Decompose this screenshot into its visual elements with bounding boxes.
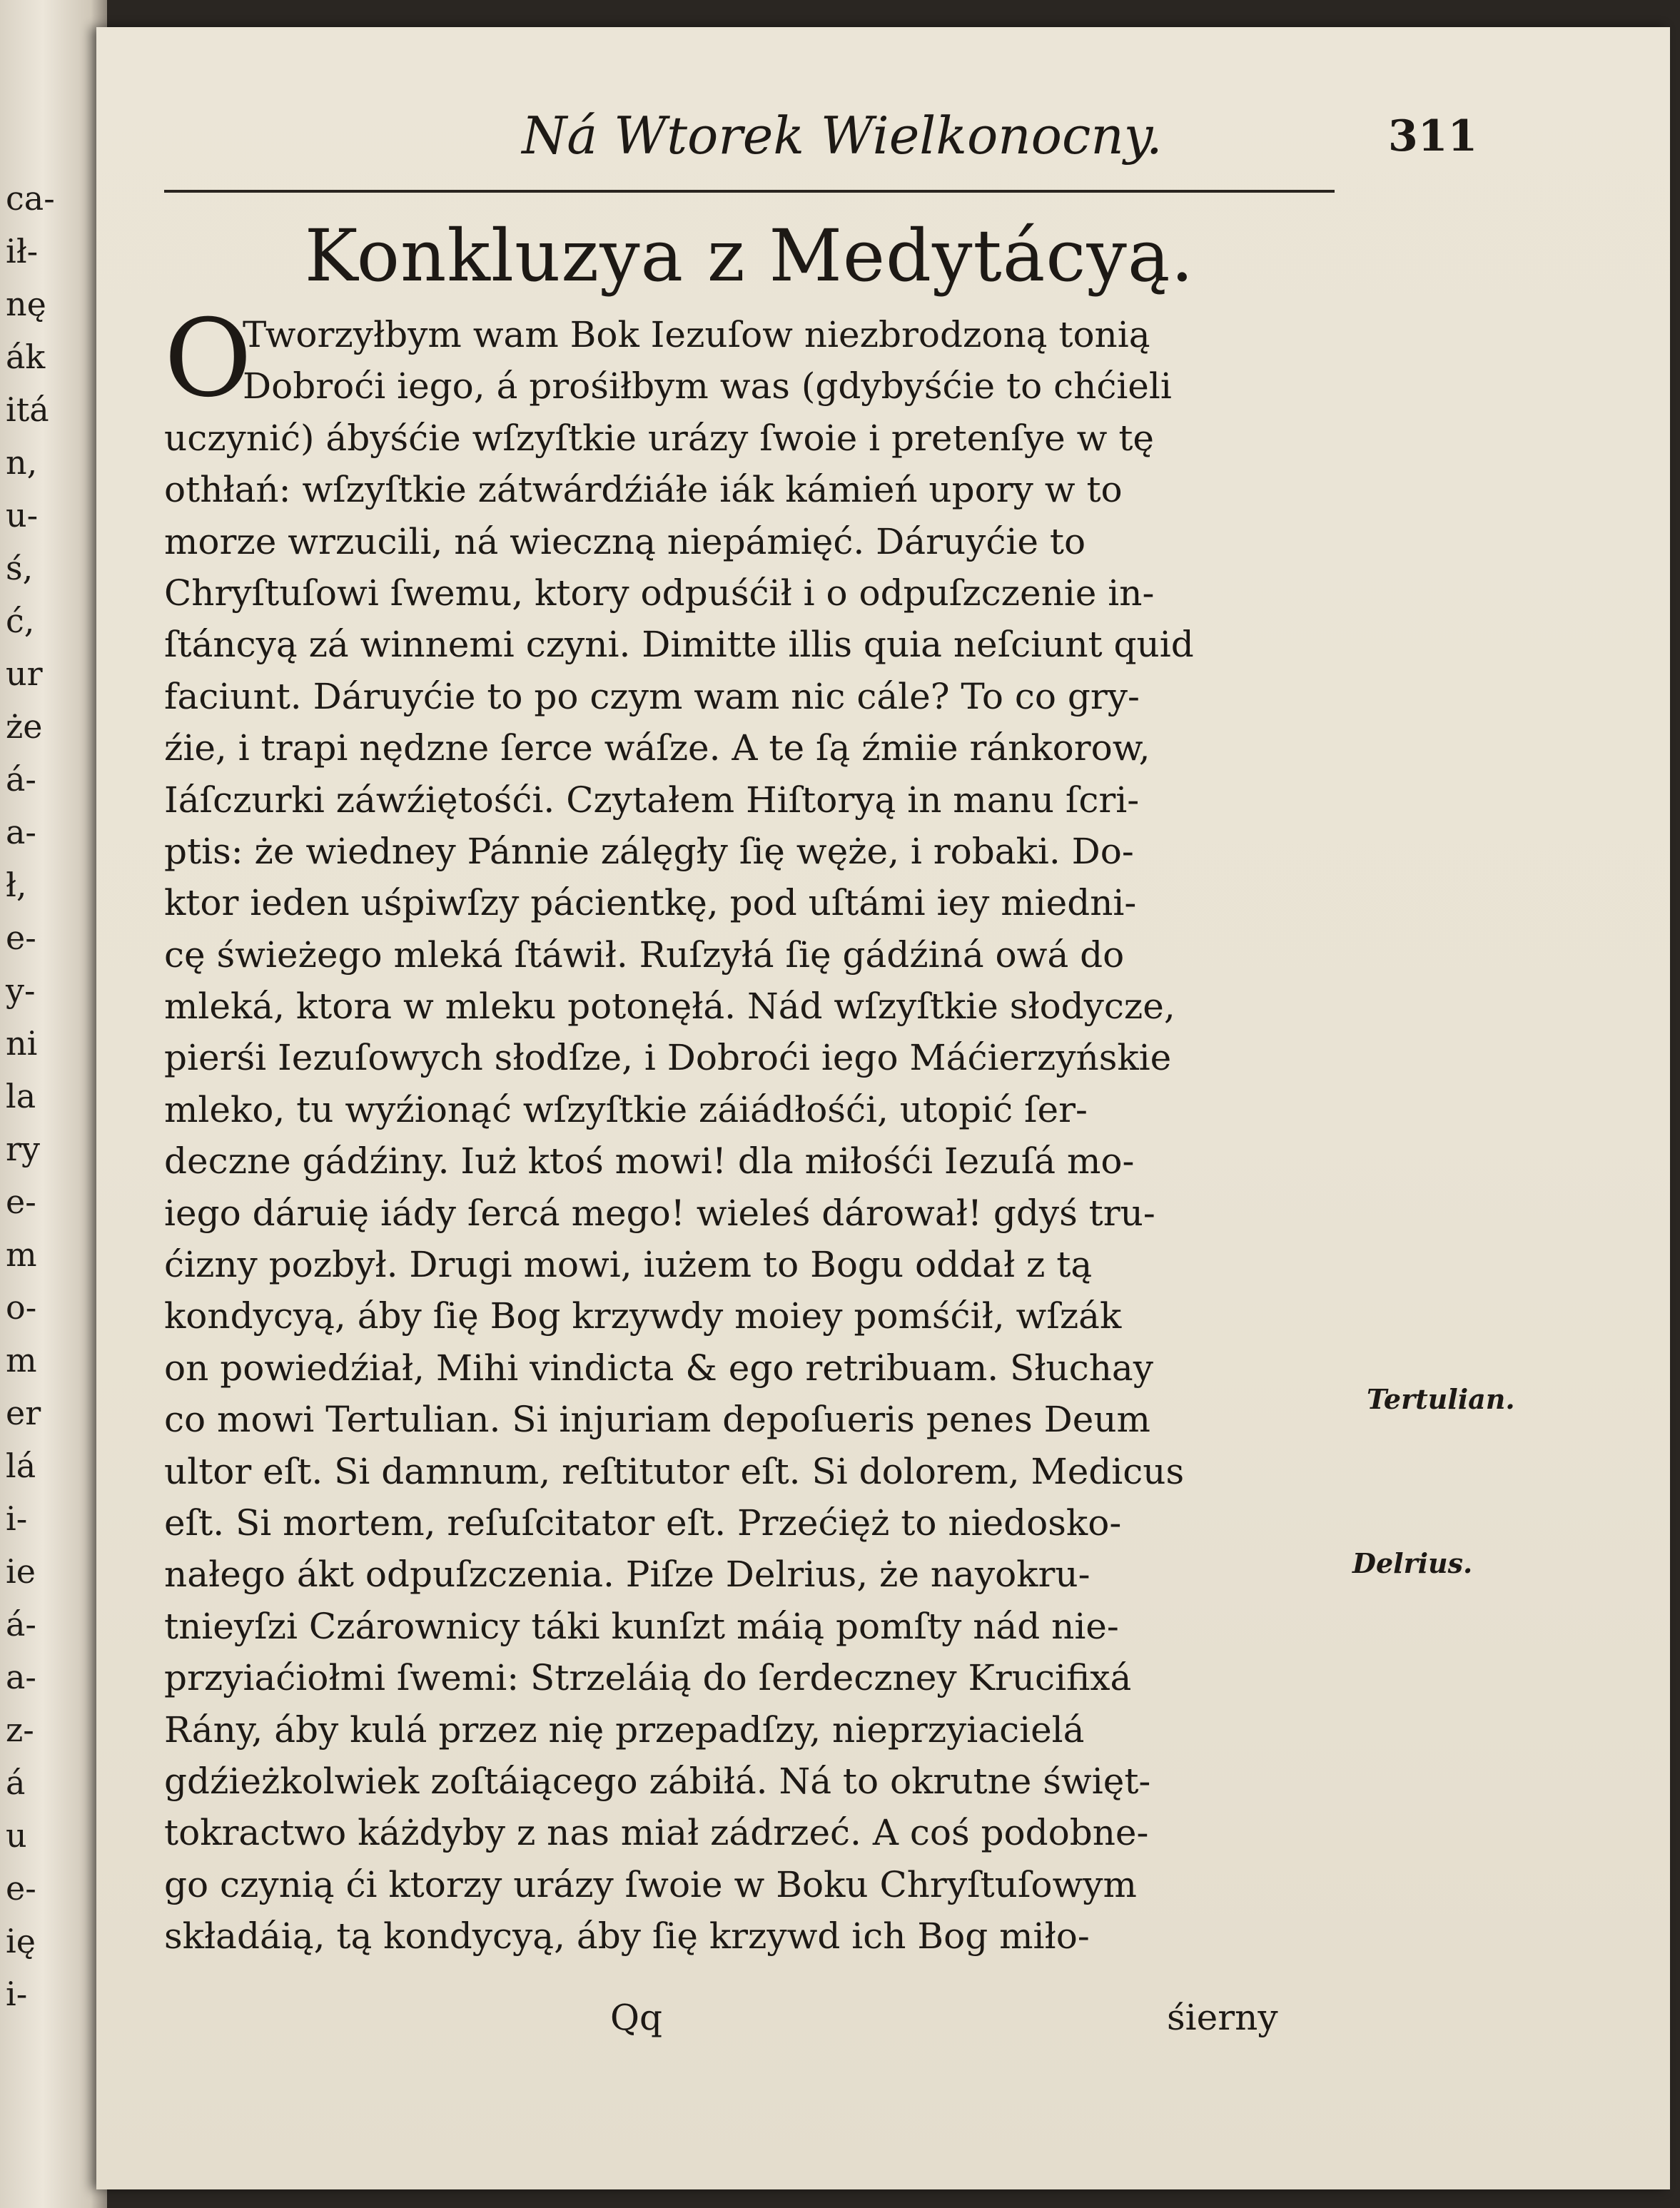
left-page-edge (0, 0, 107, 2208)
text-line: Iáſczurki záwźiętośći. Czytałem Hiſtoryą in manu ſcri- (164, 779, 1140, 821)
text-line: iego dáruię iády ſercá mego! wieleś dárował! gdyś tru- (164, 1192, 1155, 1234)
page-number: 311 (1388, 111, 1478, 161)
left-page-fragment: i- (6, 1499, 28, 1538)
left-page-fragment: że (6, 707, 43, 746)
left-page-fragment: ur (6, 654, 43, 693)
text-line: go czynią ći ktorzy urázy ſwoie w Boku Chryſtuſowym (164, 1863, 1137, 1905)
left-page-fragment: y- (6, 971, 36, 1010)
drop-cap: O (164, 297, 252, 421)
text-line: deczne gádźiny. Iuż ktoś mowi! dla miłośći Iezuſá mo- (164, 1140, 1135, 1183)
text-line: ultor eſt. Si damnum, reſtitutor eſt. Si dolorem, Medicus (164, 1450, 1185, 1492)
body-text (164, 297, 1349, 1963)
left-page-fragment: u (6, 1816, 27, 1855)
text-line: othłań: wſzyſtkie zátwárdźiáłe iák kámień upory w to (164, 469, 1123, 511)
catchword: śierny (1167, 1997, 1278, 2038)
left-page-fragment: i- (6, 1975, 28, 2013)
text-line: pierśi Iezuſowych słodſze, i Dobroći iego Máćierzyńskie (164, 1037, 1172, 1079)
text-line: Rány, áby kulá przez nię przepadſzy, nieprzyiacielá (164, 1708, 1085, 1751)
left-page-fragment: m (6, 1235, 37, 1274)
left-page-fragment: a- (6, 813, 36, 851)
left-page-fragment: á- (6, 1605, 36, 1644)
left-page-fragment: ie (6, 1552, 36, 1591)
text-line: przyiaćiołmi ſwemi: Strzeláią do ſerdeczney Krucifixá (164, 1657, 1132, 1699)
text-line: faciunt. Dáruyćie to po czym wam nic cále? To co gry- (164, 675, 1140, 717)
margin-note-tertulian: Tertulian. (1367, 1383, 1515, 1415)
left-page-fragment: ć, (6, 602, 35, 640)
left-page-fragment: o- (6, 1288, 37, 1327)
left-page-fragment: e- (6, 918, 36, 957)
text-line: składáią, tą kondycyą, áby ſię krzywd ich Bog miło- (164, 1915, 1090, 1958)
text-line: eſt. Si mortem, reſuſcitator eſt. Przećięż to niedosko- (164, 1501, 1122, 1544)
text-line: tnieyſzi Czárownicy táki kunſzt máią pomſty nád nie- (164, 1605, 1119, 1647)
text-line: kondycyą, áby ſię Bog krzywdy moiey pomśćił, wſzák (164, 1295, 1122, 1337)
text-line: morze wrzucili, ná wieczną niepámięć. Dáruyćie to (164, 520, 1086, 562)
left-page-fragment: e- (6, 1869, 36, 1908)
text-line: nałego ákt odpuſzczenia. Piſze Delrius, że nayokru- (164, 1554, 1091, 1596)
text-line: Chryſtuſowi ſwemu, ktory odpuśćił i o odpuſzczenie in- (164, 572, 1155, 614)
text-line: ćizny pozbył. Drugi mowi, iużem to Bogu oddał z tą (164, 1244, 1093, 1286)
left-page-fragment: nę (6, 285, 46, 323)
left-page-fragment: ca- (6, 179, 55, 218)
left-page-fragment: ś, (6, 549, 34, 587)
left-page-fragment: á- (6, 760, 36, 799)
header-rule (164, 190, 1335, 193)
book-page (96, 27, 1670, 2189)
left-page-fragment: e- (6, 1183, 36, 1221)
left-page-fragment: la (6, 1077, 36, 1115)
left-page-fragment: ię (6, 1922, 36, 1960)
left-page-fragment: ił- (6, 232, 39, 270)
text-line: cę świeżego mleká ſtáwił. Ruſzyłá ſię gádźiná owá do (164, 933, 1125, 976)
signature-mark: Qq (610, 1997, 662, 2038)
left-page-fragment: er (6, 1394, 41, 1432)
text-line: Tworzyłbym wam Bok Iezuſow niezbrodzoną tonią (243, 314, 1150, 355)
left-page-fragment: a- (6, 1658, 36, 1696)
left-page-fragment: lá (6, 1447, 36, 1485)
text-line: mleká, ktora w mleku potonęłá. Nád wſzyſtkie słodycze, (164, 986, 1175, 1028)
left-page-fragment: ni (6, 1024, 38, 1063)
left-page-fragment: z- (6, 1711, 34, 1749)
text-line: ptis: że wiedney Pánnie zálęgły ſię węże, i robaki. Do- (164, 830, 1134, 872)
left-page-fragment: u- (6, 496, 39, 535)
margin-note-delrius: Delrius. (1352, 1547, 1473, 1579)
text-line: Dobroći iego, á prośiłbym was (gdybyśćie to chćieli (243, 365, 1172, 407)
text-line: gdźieżkolwiek zoſtáiącego zábiłá. Ná to okrutne święt- (164, 1760, 1151, 1802)
text-line: ſtáncyą zá winnemi czyni. Dimitte illis quia neſciunt quid (164, 624, 1194, 666)
running-head: Ná Wtorek Wielkonocny. (522, 106, 1163, 166)
left-page-fragment: n, (6, 443, 38, 482)
text-line: co mowi Tertulian. Si injuriam depoſueris penes Deum (164, 1399, 1150, 1441)
text-line: uczynić) ábyśćie wſzyſtkie urázy ſwoie i pretenſye w tę (164, 417, 1155, 459)
left-page-fragment: m (6, 1341, 37, 1379)
text-line: on powiedźiał, Mihi vindicta & ego retribuam. Słuchay (164, 1347, 1153, 1389)
left-page-fragment: ł, (6, 866, 27, 904)
left-page-fragment: ák (6, 338, 46, 376)
text-line: ktor ieden uśpiwſzy pácientkę, pod uſtámi iey miedni- (164, 882, 1137, 924)
section-title: Konkluzya z Medytácyą. (304, 214, 1195, 298)
left-page-fragment: á (6, 1763, 26, 1802)
text-line: źie, i trapi nędzne ſerce wáſze. A te ſą źmiie ránkorow, (164, 727, 1150, 769)
text-line: mleko, tu wyźionąć wſzyſtkie záiádłośći, utopić ſer- (164, 1088, 1088, 1130)
left-page-fragment: itá (6, 390, 49, 429)
text-line: tokractwo káżdyby z nas miał zádrzeć. A coś podobne- (164, 1812, 1149, 1854)
left-page-fragment: ry (6, 1130, 40, 1168)
